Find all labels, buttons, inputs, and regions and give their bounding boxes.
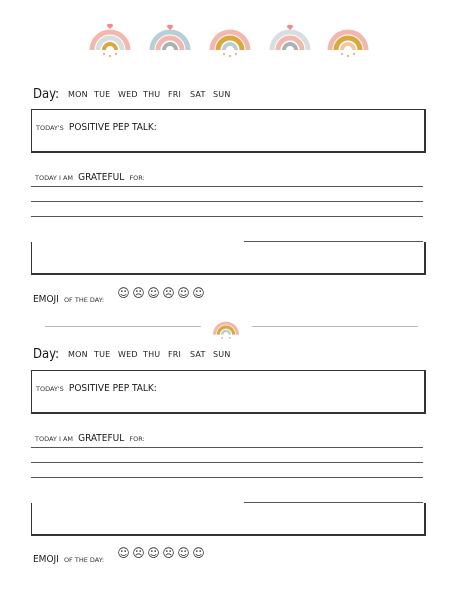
day-label: Day: xyxy=(33,347,60,362)
awesome-box[interactable] xyxy=(31,503,426,536)
weekday-fri[interactable]: FRI xyxy=(168,350,182,359)
pep-talk-heading: TODAY'S POSITIVE PEP TALK: xyxy=(36,383,157,394)
emoji-picker xyxy=(117,286,205,299)
happy-face-icon[interactable]: ☺ xyxy=(117,285,130,300)
pep-talk-heading: TODAY'S POSITIVE PEP TALK: xyxy=(36,122,157,133)
grateful-line[interactable] xyxy=(31,447,423,448)
love-face-icon[interactable]: ☺ xyxy=(177,545,190,560)
sleepy-face-icon[interactable]: ☺ xyxy=(147,545,160,560)
surprised-face-icon[interactable]: ☹ xyxy=(132,285,145,300)
grateful-line[interactable] xyxy=(31,201,423,202)
grateful-heading: TODAY I AM GRATEFUL FOR: xyxy=(35,172,145,183)
section-divider-right xyxy=(252,326,418,327)
weekday-list xyxy=(68,350,237,359)
angry-face-icon[interactable]: ☹ xyxy=(162,545,175,560)
rainbow-icon xyxy=(268,16,312,60)
weekday-mon[interactable]: MON xyxy=(68,90,88,99)
weekday-sun[interactable]: SUN xyxy=(213,90,231,99)
surprised-face-icon[interactable]: ☹ xyxy=(132,545,145,560)
blushing-face-icon[interactable]: ☺ xyxy=(192,545,205,560)
weekday-mon[interactable]: MON xyxy=(68,350,88,359)
weekday-wed[interactable]: WED xyxy=(118,90,138,99)
rainbow-icon xyxy=(148,16,192,60)
weekday-fri[interactable]: FRI xyxy=(168,90,182,99)
day-label: Day: xyxy=(33,87,60,102)
grateful-line[interactable] xyxy=(31,462,423,463)
weekday-tue[interactable]: TUE xyxy=(94,350,111,359)
weekday-wed[interactable]: WED xyxy=(118,350,138,359)
blushing-face-icon[interactable]: ☺ xyxy=(192,285,205,300)
love-face-icon[interactable]: ☺ xyxy=(177,285,190,300)
pep-talk-box[interactable] xyxy=(31,370,426,414)
section-divider-left xyxy=(45,326,201,327)
grateful-line[interactable] xyxy=(31,216,423,217)
weekday-tue[interactable]: TUE xyxy=(94,90,111,99)
angry-face-icon[interactable]: ☹ xyxy=(162,285,175,300)
emoji-heading: EMOJI OF THE DAY: xyxy=(33,554,105,565)
rainbow-icon xyxy=(88,16,132,60)
weekday-thu[interactable]: THU xyxy=(143,350,161,359)
weekday-sat[interactable]: SAT xyxy=(190,350,206,359)
happy-face-icon[interactable]: ☺ xyxy=(117,545,130,560)
weekday-thu[interactable]: THU xyxy=(143,90,161,99)
grateful-line[interactable] xyxy=(31,186,423,187)
grateful-heading: TODAY I AM GRATEFUL FOR: xyxy=(35,433,145,444)
emoji-picker xyxy=(117,546,205,559)
grateful-line[interactable] xyxy=(31,477,423,478)
weekday-list xyxy=(68,90,237,99)
rainbow-icon xyxy=(212,313,240,341)
pep-talk-box[interactable] xyxy=(31,109,426,153)
rainbow-icon xyxy=(208,16,252,60)
rainbow-icon xyxy=(326,16,370,60)
weekday-sun[interactable]: SUN xyxy=(213,350,231,359)
weekday-sat[interactable]: SAT xyxy=(190,90,206,99)
emoji-heading: EMOJI OF THE DAY: xyxy=(33,294,105,305)
awesome-box[interactable] xyxy=(31,242,426,275)
sleepy-face-icon[interactable]: ☺ xyxy=(147,285,160,300)
